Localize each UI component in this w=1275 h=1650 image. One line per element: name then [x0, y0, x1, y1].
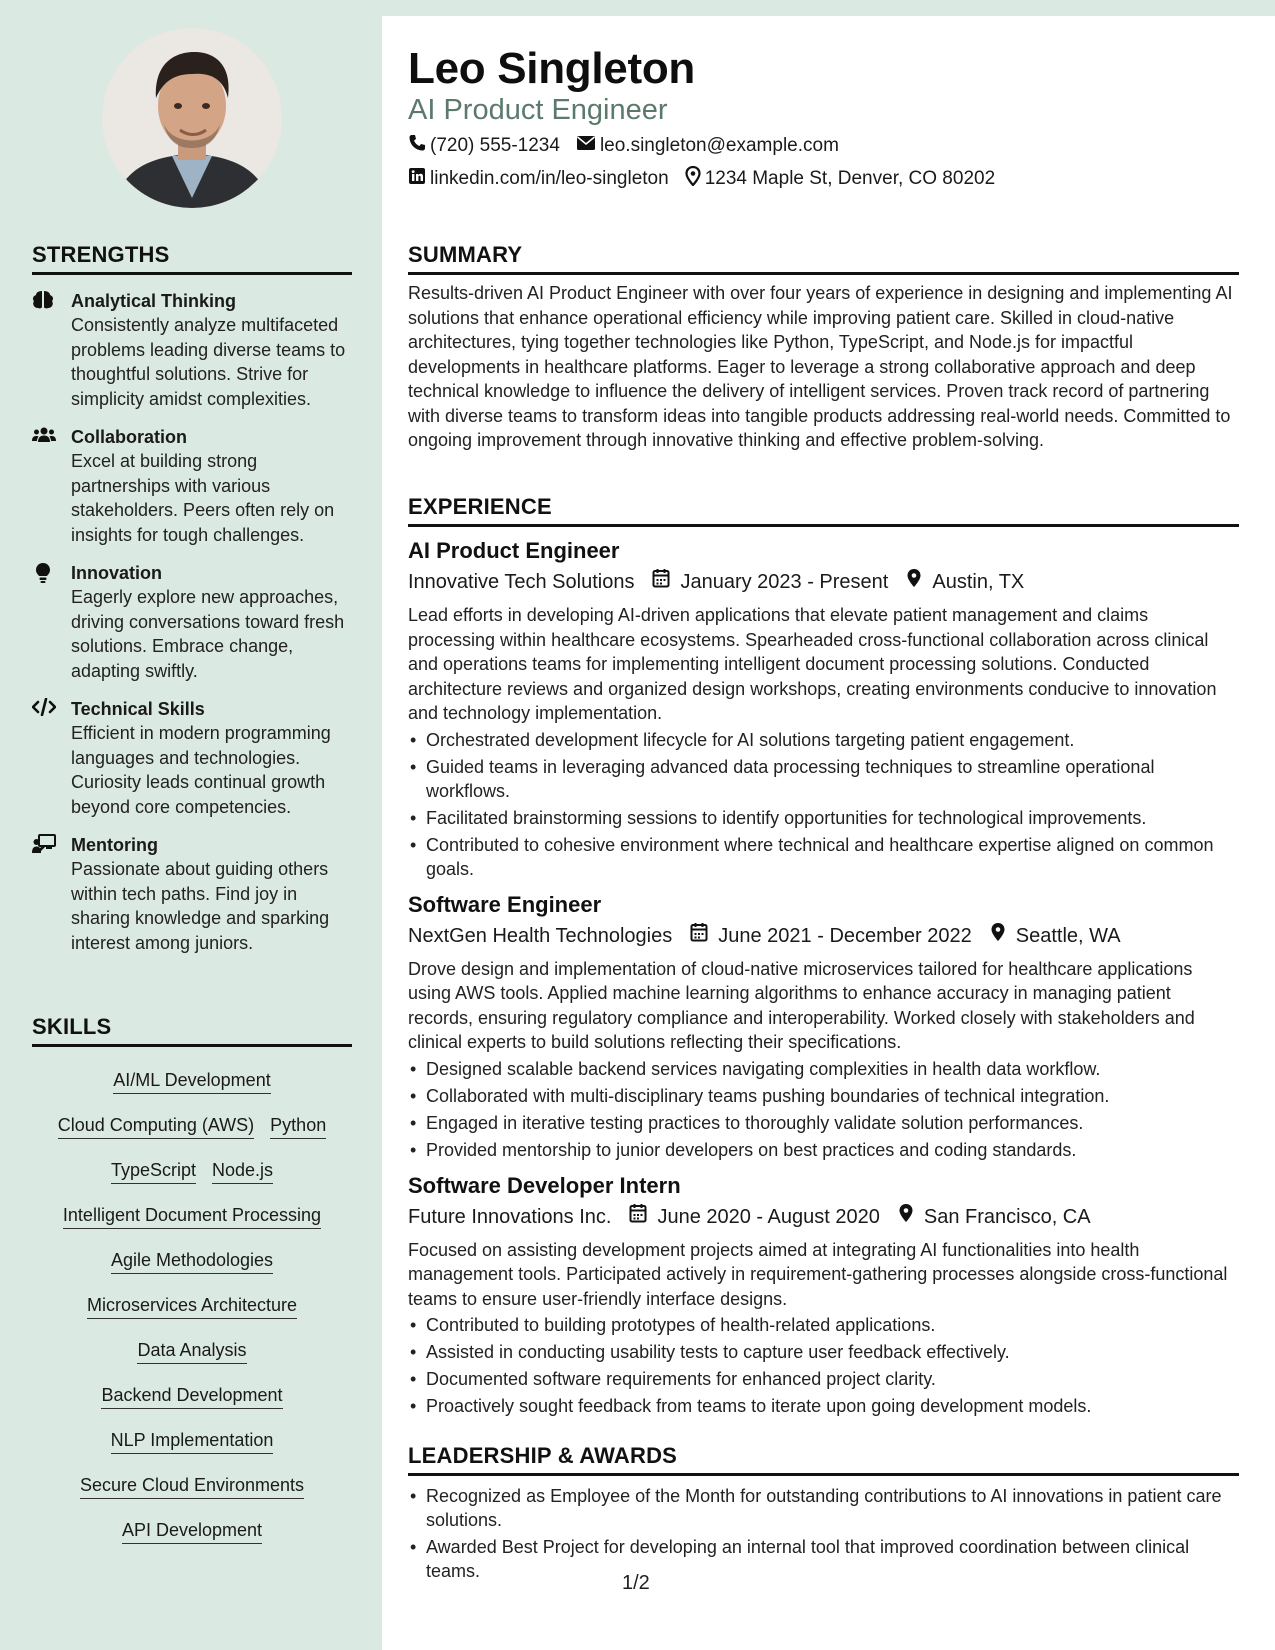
skill-tag: AI/ML Development	[113, 1068, 270, 1094]
job-description: Focused on assisting development projects aimed at integrating AI functionalities into health management tools. Participated actively in requirement-gathering processes alongside cross-functional teams to ensure user-friendly interface designs.	[408, 1239, 1228, 1309]
phone-text: (720) 555-1234	[430, 135, 560, 156]
phone-icon	[408, 134, 430, 158]
location-pin-icon	[990, 921, 1016, 951]
strength-title: Collaboration	[71, 427, 187, 447]
summary-section	[408, 242, 1239, 453]
summary-text: Results-driven AI Product Engineer with over four years of experience in designing and implementing AI solutions that enhance operational efficiency while improving patient care. Skilled in cloud-native architectures, tying together technologies like Python, TypeScript, and Node.js for impactful developments in healthcare platforms. Eager to leverage a strong collaborative approach and deep technical knowledge to influence the delivery of intelligent services. Proven track record of partnering with diverse teams to transform ideas into tangible products addressing real-world needs. Committed to ongoing improvement through innovative thinking and effective problem-solving.	[408, 283, 1233, 450]
strength-desc: Excel at building strong partnerships with various stakeholders. Peers often rely on insights for tough challenges.	[71, 451, 335, 545]
calendar-icon	[629, 1202, 657, 1232]
bullet-item: • Facilitated brainstorming sessions to identify opportunities for technological improvements.	[408, 806, 1239, 830]
location-pin-icon	[906, 567, 932, 597]
skill-tag: Agile Methodologies	[111, 1248, 273, 1274]
skill-tag: NLP Implementation	[111, 1428, 274, 1454]
email-text[interactable]: leo.singleton@example.com	[599, 135, 839, 156]
top-strip	[382, 0, 1275, 16]
job-meta	[408, 921, 1239, 951]
strength-title: Analytical Thinking	[71, 291, 237, 311]
strength-desc: Passionate about guiding others within tech paths. Find joy in sharing knowledge and sparking interest among juniors.	[71, 859, 330, 953]
skill-tag: TypeScript	[111, 1158, 196, 1184]
job-bullets	[408, 1313, 1239, 1418]
skills-section	[32, 1014, 352, 1554]
strength-desc: Efficient in modern programming languages and technologies. Curiosity leads continual growth beyond core competencies.	[71, 723, 331, 817]
location-pin-icon	[685, 166, 705, 192]
leadership-section	[408, 1443, 1239, 1586]
job-meta	[408, 567, 1239, 597]
phone-contact	[408, 134, 560, 158]
strengths-title: STRENGTHS	[32, 242, 352, 275]
candidate-title: AI Product Engineer	[408, 94, 668, 126]
job-role: Software Developer Intern	[408, 1172, 681, 1198]
bullet-item: • Contributed to building prototypes of health-related applications.	[408, 1313, 1239, 1337]
address-text: 1234 Maple St, Denver, CO 80202	[704, 168, 996, 189]
skill-tag: Backend Development	[101, 1383, 282, 1409]
skill-tag: Cloud Computing (AWS)	[58, 1113, 254, 1139]
job-location: Austin, TX	[932, 571, 1025, 593]
contact-row	[408, 134, 855, 158]
bullet-item: • Engaged in iterative testing practices to thoroughly validate solution performances.	[408, 1111, 1239, 1135]
linkedin-contact[interactable]	[408, 167, 669, 191]
strength-title: Innovation	[71, 563, 162, 583]
job-dates: June 2020 - August 2020	[657, 1205, 880, 1228]
skills-list	[32, 1059, 352, 1554]
strength-item	[32, 697, 352, 819]
strength-desc: Eagerly explore new approaches, driving conversations toward fresh solutions. Embrace change, adapting swiftly.	[71, 587, 345, 681]
users-icon	[32, 426, 56, 448]
strength-item	[32, 561, 352, 683]
job-bullets	[408, 728, 1239, 881]
bullet-item: • Proactively sought feedback from teams to iterate upon going development models.	[408, 1394, 1239, 1418]
strength-item	[32, 425, 352, 547]
job-company: Future Innovations Inc.	[408, 1205, 612, 1228]
skill-tag: Data Analysis	[137, 1338, 246, 1364]
location-pin-icon	[898, 1202, 924, 1232]
bullet-item: • Collaborated with multi-disciplinary teams pushing boundaries of technical integration.	[408, 1084, 1239, 1108]
calendar-icon	[690, 921, 718, 951]
skill-tag: Node.js	[212, 1158, 273, 1184]
bullet-item: • Documented software requirements for enhanced project clarity.	[408, 1367, 1239, 1391]
bullet-item: • Contributed to cohesive environment where technical and healthcare expertise aligned on common goals.	[408, 833, 1239, 881]
job-entry	[408, 537, 1239, 881]
candidate-name: Leo Singleton	[408, 44, 695, 93]
job-description: Drove design and implementation of cloud-native microservices tailored for healthcare applications using AWS tools. Applied machine learning algorithms to enhance accuracy in managing patient records, ensuring regulatory compliance and interoperability. Worked closely with stakeholders and clinical experts to build solutions reflecting their specifications.	[408, 958, 1195, 1052]
strengths-section	[32, 242, 352, 955]
code-icon	[32, 698, 56, 720]
job-dates: January 2023 - Present	[680, 571, 889, 593]
experience-title: EXPERIENCE	[408, 494, 1239, 527]
skill-tag: API Development	[122, 1518, 262, 1544]
skills-title: SKILLS	[32, 1014, 352, 1047]
bullet-item: • Awarded Best Project for developing an internal tool that improved coordination between clinical teams.	[408, 1535, 1239, 1583]
job-entry	[408, 891, 1239, 1162]
strength-desc: Consistently analyze multifaceted problems leading diverse teams to thoughtful solutions. Strive for simplicity amidst complexities.	[71, 315, 346, 409]
calendar-icon	[652, 567, 680, 597]
skill-tag: Microservices Architecture	[87, 1293, 297, 1319]
linkedin-icon	[408, 167, 430, 191]
page-number: 1/2	[622, 1572, 650, 1594]
job-location: San Francisco, CA	[923, 1205, 1091, 1228]
job-meta	[408, 1202, 1239, 1232]
address-contact	[685, 166, 995, 192]
contact-row-2	[408, 166, 1011, 192]
job-dates: June 2021 - December 2022	[718, 924, 972, 947]
bullet-item: • Provided mentorship to junior developers on best practices and coding standards.	[408, 1138, 1239, 1162]
job-role: AI Product Engineer	[408, 538, 620, 563]
bullet-item: • Designed scalable backend services navigating complexities in health data workflow.	[408, 1057, 1239, 1081]
email-contact[interactable]	[576, 135, 839, 157]
profile-photo	[102, 28, 282, 208]
lightbulb-icon	[32, 562, 56, 584]
main-content	[382, 16, 1275, 1650]
leadership-title: LEADERSHIP & AWARDS	[408, 1443, 1239, 1476]
leadership-bullets	[408, 1484, 1239, 1583]
job-company: NextGen Health Technologies	[408, 924, 673, 947]
job-entry	[408, 1172, 1239, 1419]
bullet-item: • Assisted in conducting usability tests to capture user feedback effectively.	[408, 1340, 1239, 1364]
bullet-item: • Orchestrated development lifecycle for AI solutions targeting patient engagement.	[408, 728, 1239, 752]
envelope-icon	[576, 135, 600, 157]
linkedin-text[interactable]: linkedin.com/in/leo-singleton	[430, 168, 669, 189]
skill-tag: Intelligent Document Processing	[63, 1203, 321, 1229]
experience-section	[408, 494, 1239, 1421]
bullet-item: • Recognized as Employee of the Month for outstanding contributions to AI innovations in patient care solutions.	[408, 1484, 1239, 1532]
job-company: Innovative Tech Solutions	[408, 571, 635, 593]
teacher-icon	[32, 834, 56, 856]
job-bullets	[408, 1057, 1239, 1162]
strength-item	[32, 833, 352, 955]
job-description: Lead efforts in developing AI-driven applications that elevate patient management and claims processing within healthcare ecosystems. Spearheaded cross-functional collaboration across clinical and operations teams for implementing intelligent document processing solutions. Conducted architecture reviews and organized design workshops, creating environments conducive to innovation and technology implementation.	[408, 605, 1217, 723]
job-role: Software Engineer	[408, 891, 602, 917]
summary-title: SUMMARY	[408, 242, 1239, 275]
skill-tag: Secure Cloud Environments	[80, 1473, 304, 1499]
bullet-item: • Guided teams in leveraging advanced data processing techniques to streamline operational workflows.	[408, 755, 1239, 803]
skill-tag: Python	[270, 1113, 326, 1139]
brain-icon	[32, 290, 56, 312]
strength-item	[32, 289, 352, 411]
strength-title: Technical Skills	[71, 699, 205, 719]
job-location: Seattle, WA	[1015, 924, 1121, 947]
strength-title: Mentoring	[71, 835, 158, 855]
